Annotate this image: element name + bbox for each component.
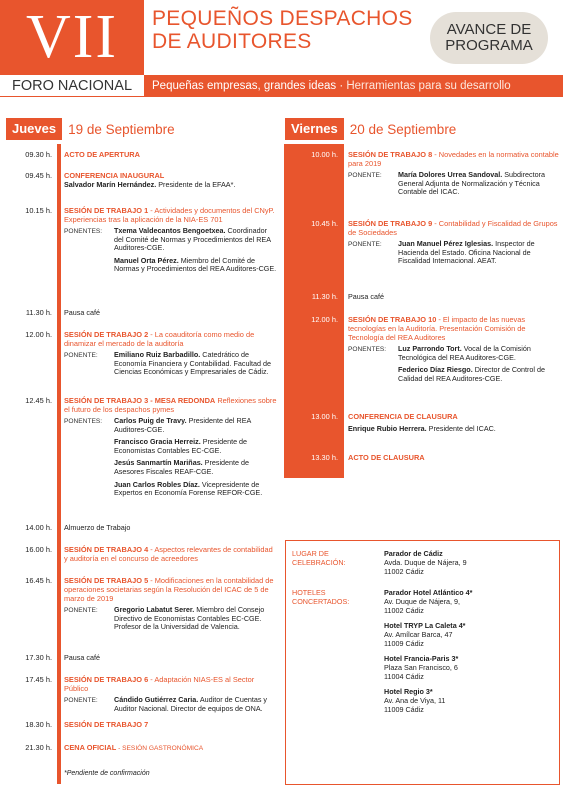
item-plain: Pausa café [348,292,384,301]
venue-address-2: 11002 Cádiz [384,567,424,576]
item-tag: SESIÓN DE TRABAJO 3 - MESA REDONDA [64,396,216,405]
hotel-item: Hotel Francia-Paris 3* Plaza San Francisco, 6 11004 Cádiz [384,654,459,681]
item-plain: Almuerzo de Trabajo [64,523,131,532]
item-time: 17.45 h. [25,675,52,684]
speaker: Gregorio Labatut Serer. Miembro del Consejo Directivo de Economistas Contables EC-CGE. Profesor de la Universidad de Valencia. [114,605,265,632]
item-time: 09.45 h. [25,171,52,180]
item-tag: SESIÓN DE TRABAJO 4 [64,545,149,554]
item-tag: ACTO DE CLAUSURA [348,453,425,462]
item-tag: CENA OFICIAL [64,743,117,752]
hotel-item: Parador Hotel Atlántico 4* Av. Duque de Nájera, 9, 11002 Cádiz [384,588,473,615]
item-time: 21.30 h. [25,743,52,752]
item-tag: SESIÓN DE TRABAJO 9 [348,219,433,228]
item-plain: Pausa café [64,653,100,662]
badge-line-2: PROGRAMA [445,37,533,54]
speaker: Jesús Sanmartín Mariñas. Presidente de Asesores Fiscales REAF-CGE. [114,458,250,476]
venue-label: LUGAR DE CELEBRACIÓN: [292,549,346,567]
item-title: - Actividades y documentos del CNyP. Experiencias tras la aplicación de la NIA-ES 701 [64,206,275,224]
hotel-item: Hotel Regio 3* Av. Ana de Viya, 11 11009 Cádiz [384,687,446,714]
item-time: 12.00 h. [25,330,52,339]
speakers-label: PONENTE: [64,697,98,704]
item-time: 16.45 h. [25,576,52,585]
item-title: - La coauditoría como medio de dinamizar el mercado de la auditoría [64,330,255,348]
item-time: 18.30 h. [25,720,52,729]
speaker: Federico Díaz Riesgo. Director de Control de Calidad del REA Auditores-CGE. [398,365,546,383]
speaker: Francisco Gracia Herreiz. Presidente de Economistas Contables EC-CGE. [114,437,248,455]
speaker: Carlos Puig de Travy. Presidente del REA Auditores-CGE. [114,416,251,434]
speaker: Txema Valdecantos Bengoetxea. Coordinador del Comité de Normas y Procedimientos del REA Auditores-CGE. [114,226,271,253]
speakers-label: PONENTES: [64,418,103,425]
item-time: 17.30 h. [25,653,52,662]
item-tag: SESIÓN DE TRABAJO 7 [64,720,149,729]
badge-line-1: AVANCE DE [446,21,532,38]
item-time: 12.00 h. [311,315,338,324]
speaker: Manuel Orta Pérez. Miembro del Comité de Normas y Procedimientos del REA Auditores-CGE. [114,255,277,274]
friday-day: Viernes [285,118,344,140]
speakers-label: PONENTE: [348,172,382,179]
hotel-item: Hotel TRYP La Caleta 4* Av. Amílcar Barca, 47 11009 Cádiz [384,621,466,648]
item-tag: SESIÓN DE TRABAJO 10 [348,315,437,324]
friday-header [285,118,456,140]
item-title: - Contabilidad y Fiscalidad de Grupos de Sociedades [348,219,558,237]
speaker: Juan Carlos Robles Díaz. Vicepresidente de Expertos en Economía Forense REFOR-CGE. [114,479,263,498]
friday-date: 20 de Septiembre [349,121,457,137]
item-time: 10.00 h. [311,150,338,159]
thursday-day: Jueves [6,118,62,140]
tagline-part-a: Pequeñas empresas, grandes ideas · [152,80,347,92]
tagline-bar [144,75,563,97]
item-title: - Aspectos relevantes de contabilidad y auditoría en el concurso de acreedores [64,545,273,563]
venue-name: Parador de Cádiz [384,549,443,558]
item-speaker-role: Presidente de la EFAA*. [156,180,236,189]
hotels-label: HOTELES CONCERTADOS: [292,588,350,606]
item-time: 10.15 h. [25,206,52,215]
item-title: - Novedades en la normativa contable para 2019 [348,150,559,168]
speaker: Cándido Gutiérrez Caria. Auditor de Cuentas y Auditor Nacional. Director de equipos de ONA. [114,695,268,713]
item-time: 11.30 h. [311,292,338,301]
thursday-date: 19 de Septiembre [68,121,175,137]
speakers-label: PONENTES: [64,228,103,235]
speakers-label: PONENTE: [348,241,382,248]
item-time: 10.45 h. [311,219,338,228]
speakers-label: PONENTE: [64,607,98,614]
footnote: *Pendiente de confirmación [64,770,150,777]
hotels-row [292,588,553,720]
item-title: ACTO DE APERTURA [64,150,140,159]
item-time: 12.45 h. [25,396,52,405]
item-title: - Modificaciones en la contabilidad de operaciones societarias según la Resolución del ICAC de 5 de marzo de 2019 [64,576,274,603]
speaker: Emiliano Ruiz Barbadillo. Catedrático de Economía Financiera y Contabilidad. Facultad de Ciencias Económicas y Empresariales de Cádiz. [114,350,272,377]
page-title [152,7,413,53]
thursday-timebar [57,144,61,784]
item-speaker-name: Enrique Rubio Herrera. [348,424,427,433]
item-time: 13.30 h. [311,453,338,462]
title-line-1: PEQUEÑOS DESPACHOS [152,7,413,30]
item-tag: SESIÓN DE TRABAJO 1 [64,206,149,215]
thursday-schedule [0,144,282,784]
item-title: - SESIÓN GASTRONÓMICA [116,745,204,752]
edition-number: VII [0,0,144,75]
speaker: María Dolores Urrea Sandoval. Subdirectora General Adjunta de Normalización y Técnica Contable del ICAC. [398,170,546,197]
item-time: 16.00 h. [25,545,52,554]
thursday-header [6,118,175,140]
friday-schedule [284,144,563,484]
item-title: - Adaptación NIAS-ES al Sector Público [64,675,255,693]
item-speaker-name: Salvador Marín Hernández. [64,180,157,189]
item-time: 14.00 h. [25,523,52,532]
speaker: Luz Parrondo Tort. Vocal de la Comisión Tecnológica del REA Auditores-CGE. [398,344,531,362]
item-plain: Pausa café [64,308,100,317]
program-badge [430,12,548,64]
speakers-label: PONENTE: [64,352,98,359]
forum-label: FORO NACIONAL [0,75,144,97]
tagline-part-b: Herramientas para su desarrollo [346,80,511,92]
item-tag: SESIÓN DE TRABAJO 5 [64,576,149,585]
item-tag: SESIÓN DE TRABAJO 6 [64,675,149,684]
venue-address-1: Avda. Duque de Nájera, 9 [384,558,467,567]
venue-row [292,549,553,576]
item-title: CONFERENCIA INAUGURAL [64,171,165,180]
item-time: 13.00 h. [311,412,338,421]
item-tag: SESIÓN DE TRABAJO 2 [64,330,149,339]
speaker: Juan Manuel Pérez Iglesias. Inspector de Hacienda del Estado. Oficina Nacional de Fiscalidad Internacional. AEAT. [398,239,535,266]
item-title: - El impacto de las nuevas tecnologías en la Auditoría. Presentación Comisión de Tecnología del REA Auditores [348,315,526,342]
venue-info-box [285,540,560,785]
item-tag: SESIÓN DE TRABAJO 8 [348,150,433,159]
item-speaker-role: Presidente del ICAC. [426,424,496,433]
friday-timebar [284,144,344,478]
title-line-2: DE AUDITORES [152,30,312,53]
item-time: 09.30 h. [25,150,52,159]
item-time: 11.30 h. [25,308,52,317]
speakers-label: PONENTES: [348,346,387,353]
item-title: Reflexiones sobre el futuro de los despachos pymes [64,396,277,414]
item-tag: CONFERENCIA DE CLAUSURA [348,412,458,421]
